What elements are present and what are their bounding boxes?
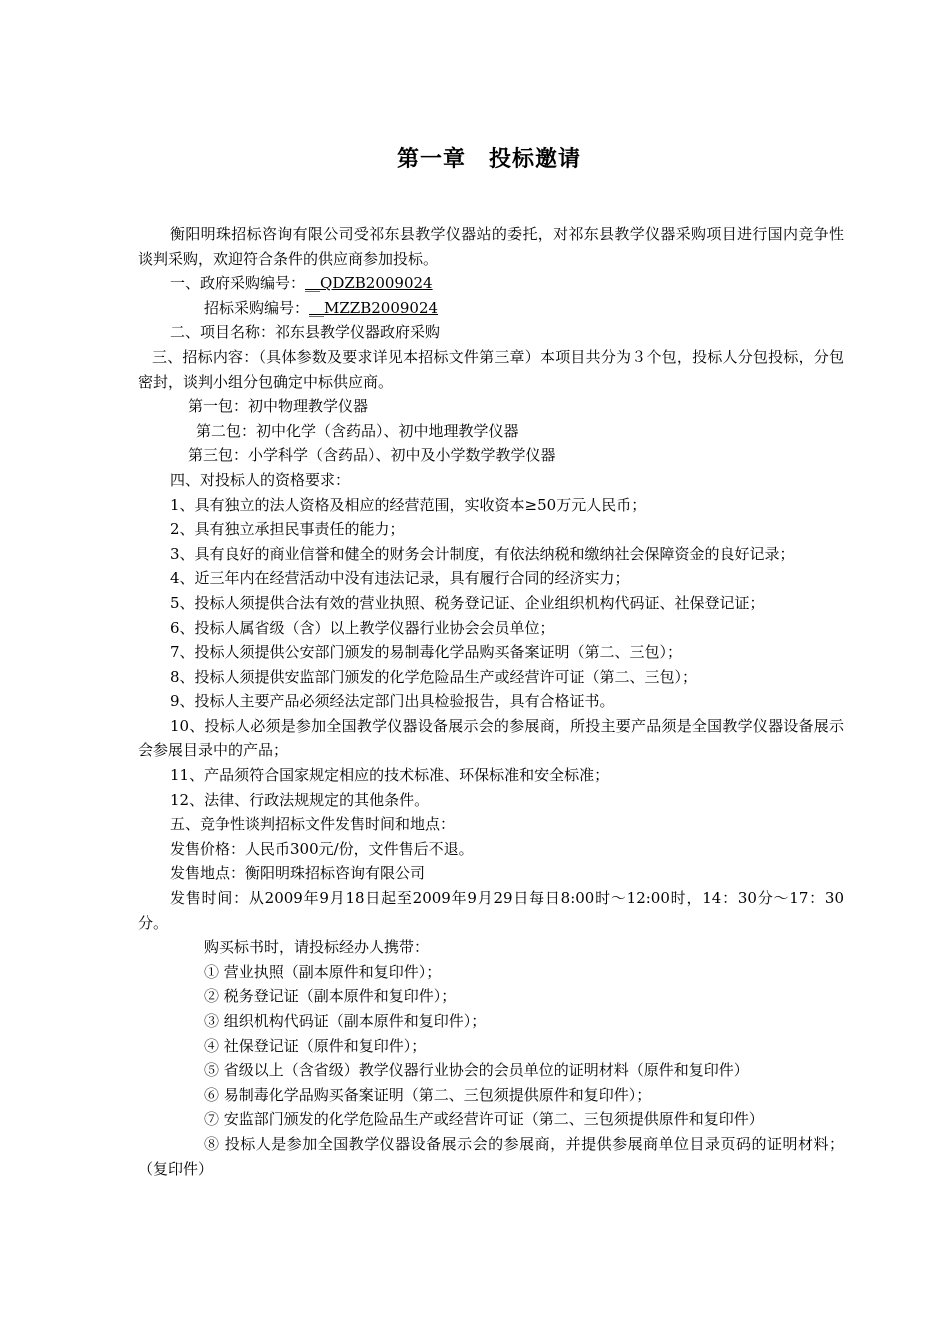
sale-time: 发售时间：从2009年9月18日起至2009年9月29日每日8:00时～12:00时，14：30分～17：30分。 bbox=[138, 889, 844, 932]
bid-code-value: __MZZB2009024 bbox=[309, 298, 439, 317]
package-item: 第一包：初中物理教学仪器 bbox=[188, 397, 369, 416]
intro-paragraph: 衡阳明珠招标咨询有限公司受祁东县教学仪器站的委托，对祁东县教学仪器采购项目进行国内竞争性谈判采购，欢迎符合条件的供应商参加投标。 bbox=[138, 225, 844, 268]
sale-place: 发售地点：衡阳明珠招标咨询有限公司 bbox=[170, 864, 426, 883]
requirement-item: 12、法律、行政法规规定的其他条件。 bbox=[170, 790, 430, 809]
bring-item: ③ 组织机构代码证（副本原件和复印件）； bbox=[204, 1012, 487, 1030]
requirement-item: 8、投标人须提供安监部门颁发的化学危险品生产或经营许可证（第二、三包）； bbox=[170, 667, 698, 686]
chapter-title: 第一章 投标邀请 bbox=[396, 147, 581, 172]
bid-content: 三、招标内容：（具体参数及要求详见本招标文件第三章）本项目共分为３个包，投标人分包投标，分包密封，谈判小组分包确定中标供应商。 bbox=[138, 347, 844, 391]
requirement-item: 3、具有良好的商业信誉和健全的财务会计制度，有依法纳税和缴纳社会保障资金的良好记录； bbox=[170, 544, 795, 563]
sale-heading: 五、竞争性谈判招标文件发售时间和地点： bbox=[170, 815, 456, 834]
requirements-heading: 四、对投标人的资格要求： bbox=[170, 470, 351, 489]
requirement-item: 2、具有独立承担民事责任的能力； bbox=[170, 520, 405, 539]
requirement-item: 5、投标人须提供合法有效的营业执照、税务登记证、企业组织机构代码证、社保登记证； bbox=[170, 593, 765, 612]
bring-item: ① 营业执照（副本原件和复印件）； bbox=[204, 962, 442, 981]
bring-heading: 购买标书时，请投标经办人携带： bbox=[204, 938, 430, 957]
requirement-item: 10、投标人必须是参加全国教学仪器设备展示会的参展商，所投主要产品须是全国教学仪器设备展示会参展目录中的产品； bbox=[138, 716, 844, 760]
gov-procurement-code-line bbox=[138, 271, 844, 296]
bid-procurement-code-line bbox=[138, 296, 844, 321]
package-item: 第二包：初中化学（含药品）、初中地理教学仪器 bbox=[196, 421, 519, 440]
requirement-item: 4、近三年内在经营活动中没有违法记录，具有履行合同的经济实力； bbox=[170, 569, 630, 588]
bring-item: ④ 社保登记证（原件和复印件）； bbox=[204, 1036, 427, 1055]
project-name: 二、项目名称：祁东县教学仪器政府采购 bbox=[170, 323, 441, 342]
bring-item: ⑥ 易制毒化学品购买备案证明（第二、三包须提供原件和复印件）； bbox=[204, 1085, 652, 1104]
requirement-item: 1、具有独立的法人资格及相应的经营范围，实收资本≥50万元人民币； bbox=[170, 495, 647, 514]
document-body bbox=[138, 222, 844, 1181]
requirement-item: 6、投标人属省级（含）以上教学仪器行业协会会员单位； bbox=[170, 618, 555, 637]
package-item: 第三包：小学科学（含药品）、初中及小学数学教学仪器 bbox=[188, 446, 556, 465]
gov-code-value: __QDZB2009024 bbox=[305, 274, 433, 293]
bring-item: ② 税务登记证（副本原件和复印件）； bbox=[204, 987, 457, 1006]
requirement-item: 9、投标人主要产品必须经法定部门出具检验报告，具有合格证书。 bbox=[170, 692, 615, 711]
gov-code-label: 一、政府采购编号： bbox=[170, 274, 306, 293]
sale-price: 发售价格：人民币300元/份，文件售后不退。 bbox=[170, 839, 474, 858]
bring-item: ⑤ 省级以上（含省级）教学仪器行业协会的会员单位的证明材料（原件和复印件） bbox=[204, 1061, 749, 1080]
requirement-item: 11、产品须符合国家规定相应的技术标准、环保标准和安全标准； bbox=[170, 766, 610, 785]
bid-code-label: 招标采购编号： bbox=[204, 298, 310, 317]
requirement-item: 7、投标人须提供公安部门颁发的易制毒化学品购买备案证明（第二、三包）； bbox=[170, 643, 683, 662]
bring-item: ⑦ 安监部门颁发的化学危险品生产或经营许可证（第二、三包须提供原件和复印件） bbox=[204, 1110, 764, 1129]
bring-item: ⑧ 投标人是参加全国教学仪器设备展示会的参展商，并提供参展商单位目录页码的证明材料；（复印件） bbox=[138, 1134, 844, 1178]
